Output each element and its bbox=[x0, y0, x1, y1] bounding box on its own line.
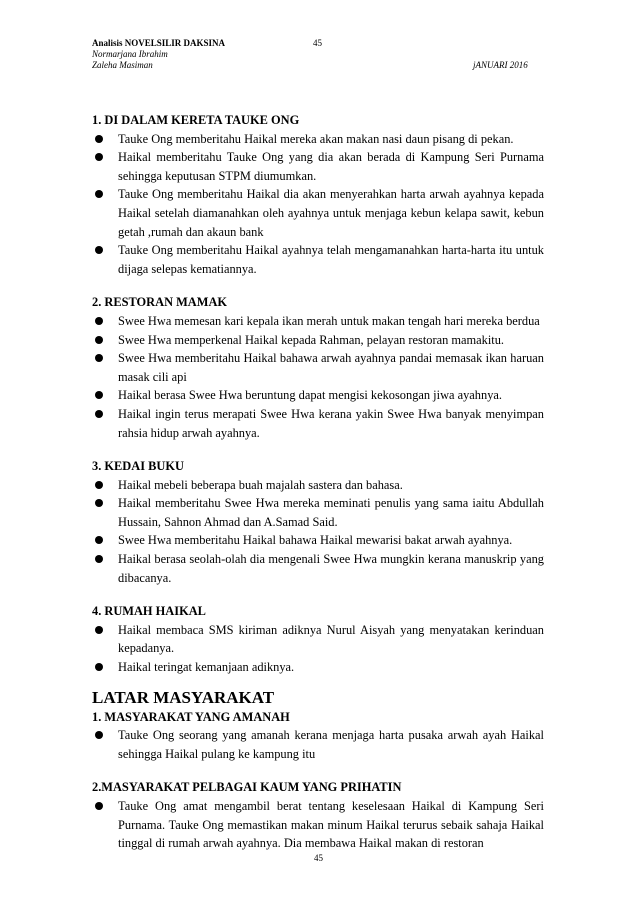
list-item: Haikal memberitahu Swee Hwa mereka meminati penulis yang sama iaitu Abdullah Hussain, Sahnon Ahmad dan A.Samad Said. bbox=[92, 494, 544, 531]
list-item: Haikal mebeli beberapa buah majalah sastera dan bahasa. bbox=[92, 476, 544, 495]
bullet-list bbox=[92, 476, 544, 588]
section-heading: 2.MASYARAKAT PELBAGAI KAUM YANG PRIHATIN bbox=[92, 780, 402, 795]
list-item: Swee Hwa memesan kari kepala ikan merah untuk makan tengah hari mereka berdua bbox=[92, 312, 544, 331]
footer-page-number: 45 bbox=[314, 853, 323, 863]
header-author-2: Zaleha Masiman bbox=[92, 60, 153, 70]
list-item: Tauke Ong seorang yang amanah kerana menjaga harta pusaka arwah ayah Haikal sehingga Haikal pulang ke kampung itu bbox=[92, 726, 544, 763]
section-heading: 3. KEDAI BUKU bbox=[92, 459, 184, 474]
bullet-list bbox=[92, 312, 544, 442]
list-item: Tauke Ong memberitahu Haikal ayahnya telah mengamanahkan harta-harta itu untuk dijaga selepas kematiannya. bbox=[92, 241, 544, 278]
list-item: Swee Hwa memperkenal Haikal kepada Rahman, pelayan restoran mamakitu. bbox=[92, 331, 544, 350]
bullet-list bbox=[92, 621, 544, 677]
list-item: Swee Hwa memberitahu Haikal bahawa Haikal mewarisi bakat arwah ayahnya. bbox=[92, 531, 544, 550]
header-page-number: 45 bbox=[313, 38, 322, 48]
header-author-1: Normarjana Ibrahim bbox=[92, 49, 168, 59]
section-heading: 1. DI DALAM KERETA TAUKE ONG bbox=[92, 113, 300, 127]
list-item: Haikal teringat kemanjaan adiknya. bbox=[92, 658, 544, 677]
list-item: Haikal ingin terus merapati Swee Hwa kerana yakin Swee Hwa banyak menyimpan rahsia hidup arwah ayahnya. bbox=[92, 405, 544, 442]
list-item: Haikal berasa seolah-olah dia mengenali Swee Hwa mungkin kerana manuskrip yang dibacanya. bbox=[92, 550, 544, 587]
bullet-list bbox=[92, 130, 544, 279]
bullet-list bbox=[92, 726, 544, 763]
bullet-list bbox=[92, 797, 544, 853]
list-item: Haikal berasa Swee Hwa beruntung dapat mengisi kekosongan jiwa ayahnya. bbox=[92, 386, 544, 405]
latar-heading: LATAR MASYARAKAT bbox=[92, 687, 275, 707]
list-item: Tauke Ong memberitahu Haikal mereka akan makan nasi daun pisang di pekan. bbox=[92, 130, 544, 149]
section-heading: 1. MASYARAKAT YANG AMANAH bbox=[92, 709, 290, 724]
list-item: Tauke Ong amat mengambil berat tentang keselesaan Haikal di Kampung Seri Purnama. Tauke Ong memastikan makan minum Haikal terurus sebaik sahaja Haikal tinggal di rumah arwah ayahnya. Dia membawa Haikal makan di restoran bbox=[92, 797, 544, 853]
list-item: Swee Hwa memberitahu Haikal bahawa arwah ayahnya pandai memasak ikan haruan masak cili api bbox=[92, 349, 544, 386]
header-title: Analisis NOVELSILIR DAKSINA bbox=[92, 38, 226, 48]
document-body bbox=[92, 111, 544, 853]
header-date: jANUARI 2016 bbox=[473, 60, 528, 70]
list-item: Tauke Ong memberitahu Haikal dia akan menyerahkan harta arwah ayahnya kepada Haikal setelah diamanahkan oleh ayahnya untuk menjaga kebun kelapa sawit, kebun getah ,rumah dan akaun bank bbox=[92, 185, 544, 241]
list-item: Haikal memberitahu Tauke Ong yang dia akan berada di Kampung Seri Purnama sehingga keputusan STPM diumumkan. bbox=[92, 148, 544, 185]
list-item: Haikal membaca SMS kiriman adiknya Nurul Aisyah yang menyatakan kerinduan kepadanya. bbox=[92, 621, 544, 658]
section-heading: 4. RUMAH HAIKAL bbox=[92, 604, 206, 619]
section-heading: 2. RESTORAN MAMAK bbox=[92, 295, 228, 310]
